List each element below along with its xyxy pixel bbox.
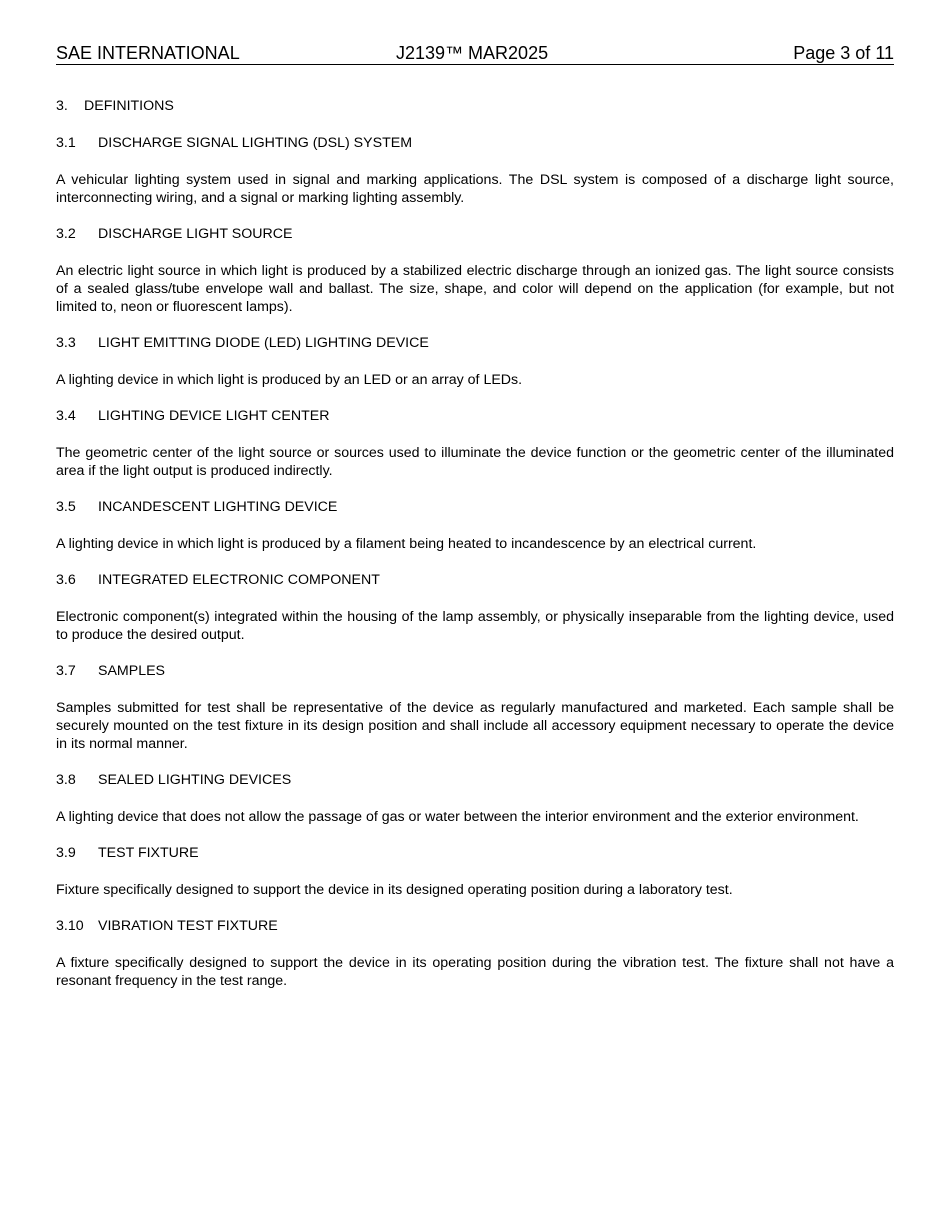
definition-3-10 (56, 917, 894, 990)
definition-title: DISCHARGE LIGHT SOURCE (98, 226, 293, 242)
definition-title: VIBRATION TEST FIXTURE (98, 918, 278, 934)
definition-body: The geometric center of the light source or sources used to illuminate the device function or the geometric center of the illuminated area if the light output is produced indirectly. (56, 445, 894, 479)
definition-3-2 (56, 225, 894, 316)
definition-body: A lighting device in which light is produced by an LED or an array of LEDs. (56, 372, 523, 388)
definition-3-6 (56, 571, 894, 644)
definition-body: An electric light source in which light is produced by a stabilized electric discharge through an ionized gas. The light source consists of a sealed glass/tube envelope wall and ballast. The size, shape, and color will depend on the application (for example, but not limited to, neon or fluorescent lamps). (56, 263, 894, 315)
definition-title: DISCHARGE SIGNAL LIGHTING (DSL) SYSTEM (98, 135, 413, 151)
definition-number: 3.4 (56, 408, 76, 424)
definition-heading (56, 498, 894, 516)
definition-number: 3.2 (56, 226, 76, 242)
definition-body: A fixture specifically designed to support the device in its operating position during the vibration test. The fixture shall not have a resonant frequency in the test range. (56, 955, 894, 989)
definition-3-1 (56, 134, 894, 207)
definition-3-8 (56, 771, 894, 826)
definition-number: 3.9 (56, 845, 76, 861)
definition-heading (56, 407, 894, 425)
section-heading (56, 97, 894, 115)
definition-number: 3.1 (56, 135, 76, 151)
section-number: 3. (56, 98, 68, 114)
definition-heading (56, 134, 894, 152)
definition-number: 3.3 (56, 335, 76, 351)
definition-body: A vehicular lighting system used in signal and marking applications. The DSL system is composed of a discharge light source, interconnecting wiring, and a signal or marking lighting assembly. (56, 172, 894, 206)
definition-3-5 (56, 498, 894, 553)
definition-body: A lighting device in which light is produced by a filament being heated to incandescence by an electrical current. (56, 536, 757, 552)
definition-heading (56, 771, 894, 789)
definition-body: Samples submitted for test shall be representative of the device as regularly manufactured and marketed. Each sample shall be securely mounted on the test fixture in its design position and shall include all accessory equipment necessary to operate the device in its normal manner. (56, 700, 894, 752)
definition-title: SAMPLES (98, 663, 166, 679)
definition-heading (56, 571, 894, 589)
definition-number: 3.10 (56, 918, 84, 934)
definition-title: LIGHTING DEVICE LIGHT CENTER (98, 408, 330, 424)
definition-title: LIGHT EMITTING DIODE (LED) LIGHTING DEVICE (98, 335, 429, 351)
definition-3-4 (56, 407, 894, 480)
definition-body: Electronic component(s) integrated within the housing of the lamp assembly, or physically inseparable from the lighting device, used to produce the desired output. (56, 609, 894, 643)
definition-number: 3.8 (56, 772, 76, 788)
definition-heading (56, 662, 894, 680)
definition-body: A lighting device that does not allow the passage of gas or water between the interior environment and the exterior environment. (56, 809, 859, 825)
definition-number: 3.5 (56, 499, 76, 515)
definition-number: 3.7 (56, 663, 76, 679)
page-header (56, 42, 894, 65)
document-id: J2139™ MAR2025 (396, 43, 549, 63)
document-body (56, 97, 894, 1008)
definition-heading (56, 334, 894, 352)
definition-title: INCANDESCENT LIGHTING DEVICE (98, 499, 338, 515)
definition-title: TEST FIXTURE (98, 845, 199, 861)
definition-heading (56, 225, 894, 243)
definition-3-9 (56, 844, 894, 899)
organization-name: SAE INTERNATIONAL (56, 43, 240, 63)
section-title: DEFINITIONS (84, 98, 174, 114)
definition-heading (56, 917, 894, 935)
definition-3-3 (56, 334, 894, 389)
page-number: Page 3 of 11 (793, 43, 894, 63)
definition-heading (56, 844, 894, 862)
definition-number: 3.6 (56, 572, 76, 588)
definition-body: Fixture specifically designed to support the device in its designed operating position during a laboratory test. (56, 882, 733, 898)
definition-3-7 (56, 662, 894, 753)
definition-title: INTEGRATED ELECTRONIC COMPONENT (98, 572, 380, 588)
definition-title: SEALED LIGHTING DEVICES (98, 772, 292, 788)
